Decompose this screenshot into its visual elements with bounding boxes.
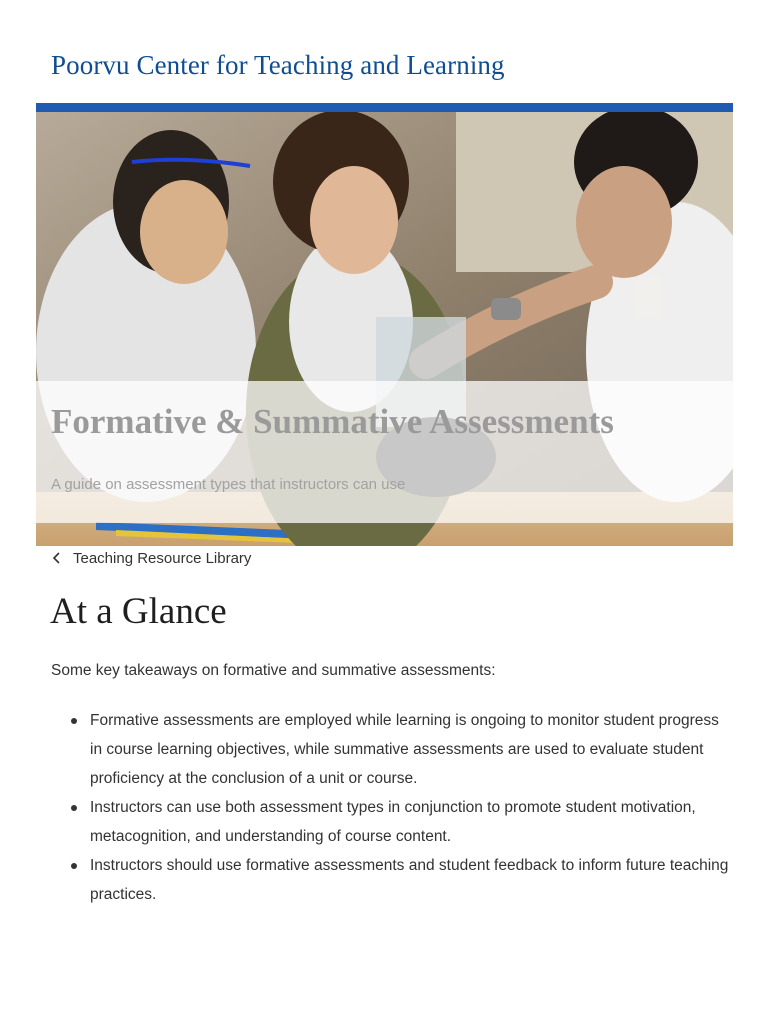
list-item: [51, 851, 731, 909]
list-item: [51, 793, 731, 851]
hero-subtitle: A guide on assessment types that instructors can use: [51, 476, 406, 493]
site-header: [0, 0, 768, 104]
takeaway-text: Instructors can use both assessment types in conjunction to promote student motivation, metacognition, and understanding of course content.: [90, 799, 696, 845]
site-title-link[interactable]: Poorvu Center for Teaching and Learning: [51, 50, 505, 80]
intro-text: Some key takeaways on formative and summative assessments:: [51, 662, 496, 679]
header-accent-bar: [36, 103, 733, 112]
hero-banner: [36, 112, 733, 546]
bullet-dot: [71, 718, 77, 724]
section-title: At a Glance: [50, 591, 227, 632]
breadcrumb-back-link[interactable]: [51, 547, 251, 569]
takeaway-text: Instructors should use formative assessments and student feedback to inform future teaching practices.: [90, 857, 729, 903]
hero-caption-overlay: [36, 381, 733, 523]
bullet-dot: [71, 805, 77, 811]
list-item: [51, 706, 731, 793]
hero-title: Formative & Summative Assessments: [51, 402, 614, 441]
breadcrumb-label: Teaching Resource Library: [73, 549, 252, 567]
bullet-dot: [71, 863, 77, 869]
takeaway-list: [51, 706, 731, 909]
chevron-left-icon: [51, 551, 63, 565]
takeaway-text: Formative assessments are employed while learning is ongoing to monitor student progress in course learning objectives, while summative assessments are used to evaluate student proficiency at the conclusion of a unit or course.: [90, 712, 719, 787]
